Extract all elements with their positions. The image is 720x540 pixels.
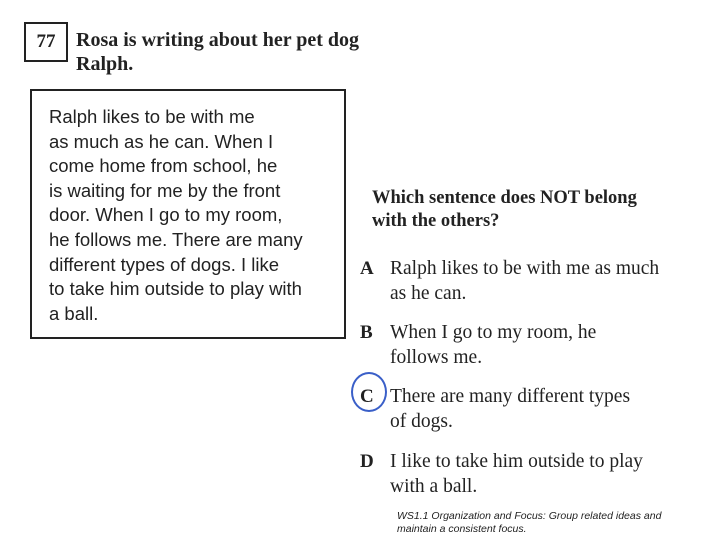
option-line: with a ball. bbox=[390, 476, 478, 497]
passage-line: a ball. bbox=[49, 302, 99, 324]
footnote-line: WS1.1 Organization and Focus: Group related ideas and bbox=[397, 510, 662, 522]
question-prompt bbox=[76, 28, 376, 76]
prompt-line: Rosa is writing about her pet dog bbox=[76, 29, 359, 51]
passage-line: come home from school, he bbox=[49, 155, 278, 177]
prompt-line: Ralph. bbox=[76, 53, 134, 75]
option-text bbox=[390, 449, 710, 499]
option-letter: B bbox=[360, 322, 373, 343]
option-letter: C bbox=[360, 386, 374, 407]
option-line: I like to take him outside to play bbox=[390, 451, 643, 472]
passage-line: he follows me. There are many bbox=[49, 228, 303, 250]
option-text bbox=[390, 320, 710, 370]
passage-line: to take him outside to play with bbox=[49, 278, 302, 300]
question-number: 77 bbox=[24, 22, 68, 62]
option-text bbox=[390, 256, 710, 306]
option-text bbox=[390, 384, 710, 434]
selected-answer-circle bbox=[351, 372, 387, 412]
passage-line: door. When I go to my room, bbox=[49, 204, 283, 226]
stem-line: Which sentence does NOT belong bbox=[372, 188, 637, 208]
passage-line: is waiting for me by the front bbox=[49, 179, 281, 201]
option-line: When I go to my room, he bbox=[390, 322, 597, 343]
option-line: There are many different types bbox=[390, 386, 631, 407]
option-letter: A bbox=[360, 258, 374, 279]
stem-line: with the others? bbox=[372, 211, 500, 231]
option-line: follows me. bbox=[390, 347, 483, 368]
passage-line: as much as he can. When I bbox=[49, 130, 274, 152]
standard-footnote bbox=[397, 510, 697, 536]
question-stem bbox=[372, 187, 702, 233]
option-letter: D bbox=[360, 451, 374, 472]
passage-line: Ralph likes to be with me bbox=[49, 106, 255, 127]
passage-box bbox=[30, 89, 346, 339]
option-line: Ralph likes to be with me as much bbox=[390, 258, 660, 279]
footnote-line: maintain a consistent focus. bbox=[397, 523, 527, 535]
option-line: of dogs. bbox=[390, 411, 453, 432]
option-line: as he can. bbox=[390, 283, 467, 304]
passage-line: different types of dogs. I like bbox=[49, 253, 280, 275]
